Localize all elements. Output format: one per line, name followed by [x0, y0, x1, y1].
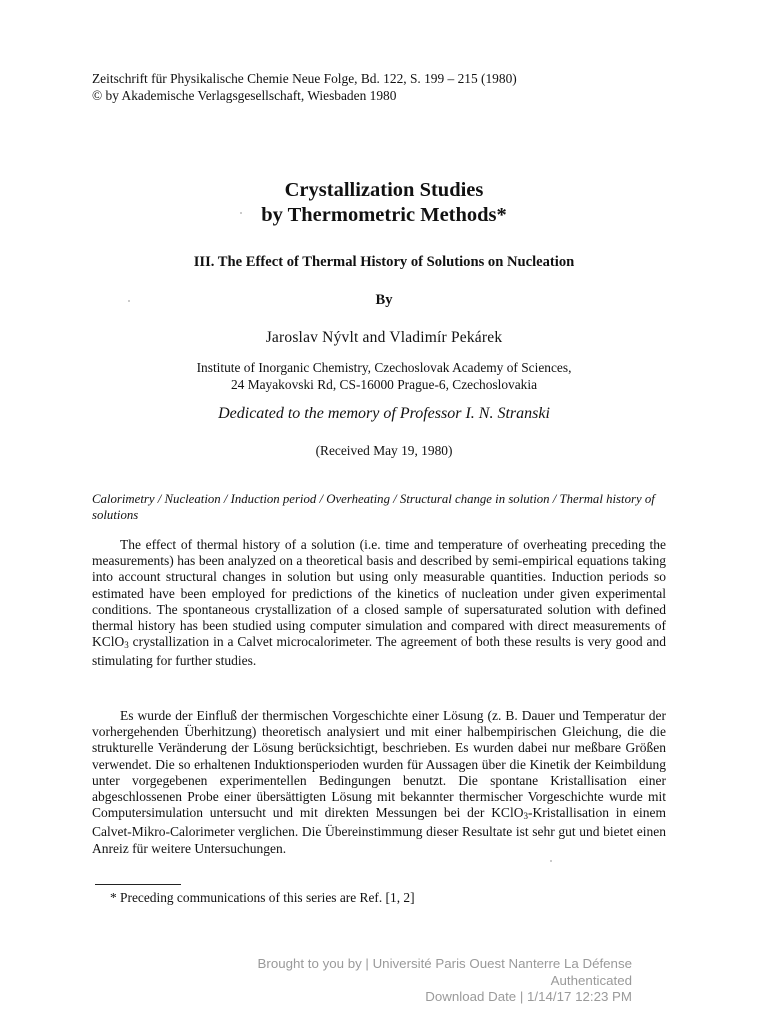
abstract-en-text-1: The effect of thermal history of a solution (i.e. time and temperature of overheating preceding the measurements) has been analyzed on a theoretical basis and described by semi-empirical equations taking into account structural changes in solution but using only measurable quantities. Induction periods so estimated have been employed for predictions of the kinetics of nucleation under given experimental conditions. The spontaneous crystallization of a closed sample of supersaturated solution with defined thermal history has been studied using computer simulation and compared with direct measurements of — [92, 537, 666, 634]
scan-speck — [128, 300, 130, 302]
abstract-en-text-2: crystallization in a Calvet microcalorimeter. The agreement of both these results is very good and stimulating for further studies. — [92, 634, 666, 669]
keywords: Calorimetry / Nucleation / Induction period / Overheating / Structural change in solution / Thermal history of solutions — [92, 492, 655, 522]
affiliation-line-1: Institute of Inorganic Chemistry, Czechoslovak Academy of Sciences, — [196, 360, 572, 375]
formula-subscript: 3 — [124, 640, 129, 651]
download-notice — [258, 956, 632, 1006]
title-line-1: Crystallization Studies — [284, 179, 484, 201]
journal-line: Zeitschrift für Physikalische Chemie Neue Folge, Bd. 122, S. 199 – 215 (1980) — [92, 71, 517, 86]
formula-main: KClO — [491, 805, 524, 821]
abstract-english — [92, 537, 666, 670]
formula-kclo3 — [491, 805, 528, 820]
formula-kclo3 — [92, 634, 129, 649]
formula-main: KClO — [92, 634, 125, 650]
affiliation-line-2: 24 Mayakovski Rd, CS-16000 Prague-6, Czechoslovakia — [230, 377, 538, 392]
title-line-2: by Thermometric Methods* — [261, 204, 507, 226]
journal-citation — [92, 70, 517, 104]
scan-speck — [550, 860, 552, 862]
scan-speck — [240, 212, 242, 214]
dedication: Dedicated to the memory of Professor I. N. Stranski — [218, 405, 550, 422]
abstract-english-paragraph — [92, 537, 666, 670]
download-notice-line-3: Download Date | 1/14/17 12:23 PM — [425, 989, 632, 1004]
paper-title — [0, 178, 768, 228]
abstract-german-paragraph — [92, 708, 666, 857]
abstract-german — [92, 708, 666, 857]
by-label: By — [375, 292, 393, 308]
footnote-rule — [95, 884, 181, 885]
abstract-de-text-2: -Kristallisation in einem Calvet-Mikro-Calorimeter verglichen. Die Übereinstimmung dieser Resultate ist sehr gut und bietet einen Anreiz für weitere Untersuchungen. — [92, 805, 666, 856]
affiliation — [0, 359, 768, 393]
received-date: (Received May 19, 1980) — [315, 443, 453, 458]
authors: Jaroslav Nývlt and Vladimír Pekárek — [265, 329, 503, 346]
paper-subtitle: III. The Effect of Thermal History of Solutions on Nucleation — [193, 254, 575, 270]
formula-subscript: 3 — [523, 811, 528, 822]
download-notice-line-1: Brought to you by | Université Paris Ouest Nanterre La Défense — [257, 956, 632, 971]
download-notice-line-2: Authenticated — [550, 972, 632, 988]
footnote: * Preceding communications of this series are Ref. [1, 2] — [110, 890, 415, 905]
copyright-line: © by Akademische Verlagsgesellschaft, Wiesbaden 1980 — [92, 88, 397, 103]
abstract-de-text-1: Es wurde der Einfluß der thermischen Vorgeschichte einer Lösung (z. B. Dauer und Temperatur der vorhergehenden Überhitzung) theoretisch analysiert und mit einer halbempirischen Gleichung, die die strukturelle Veränderung der Lösung berücksichtigt, beschrieben. Es wurden dabei nur meßbare Größen verwendet. Die so erhaltenen Induktionsperioden wurden für Aussagen über die Kinetik der Keimbildung unter vorgegebenen experimentellen Bedingungen benutzt. Die spontane Kristallisation einer abgeschlossenen Probe einer übersättigten Lösung mit bekannter thermischer Vorgeschichte wurde mit Computersimulation untersucht und mit direkten Messungen bei der — [92, 708, 666, 821]
